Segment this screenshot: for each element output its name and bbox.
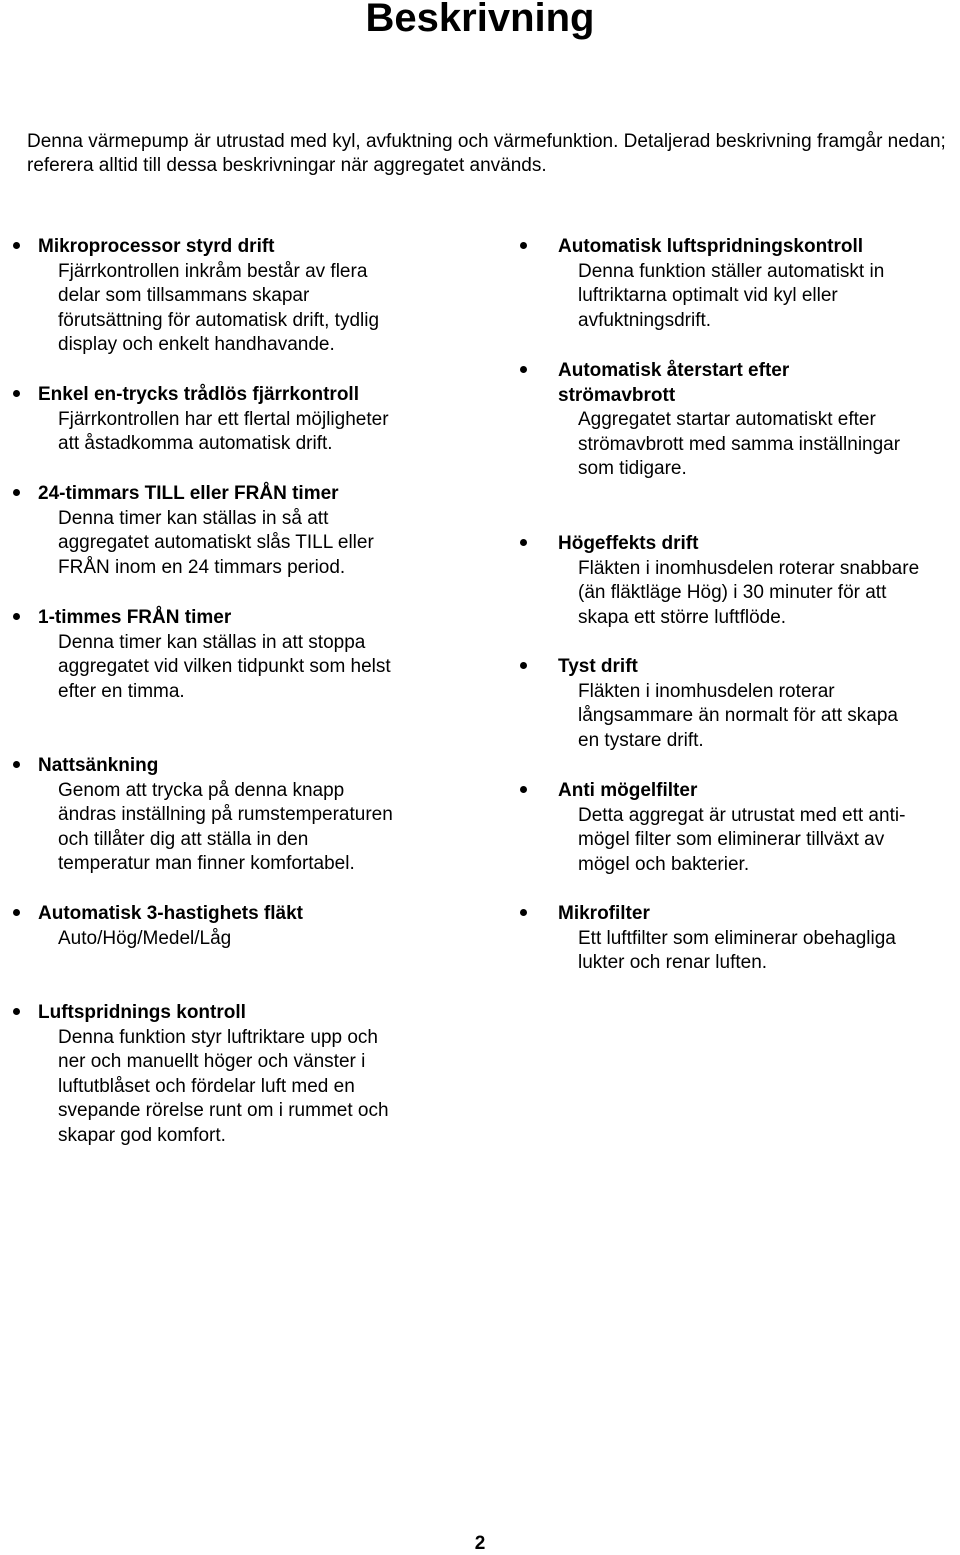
feature-heading: 24-timmars TILL eller FRÅN timer (38, 483, 339, 504)
list-item (0, 482, 450, 580)
list-item (516, 235, 960, 333)
feature-heading: Högeffekts drift (558, 533, 699, 554)
feature-description: Fjärrkontrollen inkråm består av flera delar som tillsammans skapar förutsättning för automatisk drift, tydlig display och enkelt handhavande. (58, 260, 380, 356)
feature-heading: Luftspridnings kontroll (38, 1002, 246, 1023)
bullet-icon (520, 662, 527, 669)
bullet-icon (13, 489, 20, 496)
feature-description: Detta aggregat är utrustat med ett anti- mögel filter som eliminerar tillväxt av mögel och bakterier. (578, 804, 906, 875)
list-item (516, 532, 960, 630)
feature-heading: Mikrofilter (558, 903, 650, 924)
bullet-icon (13, 761, 20, 768)
list-item (0, 383, 450, 457)
page-number: 2 (474, 1533, 486, 1554)
feature-heading: Automatisk 3-hastighets fläkt (38, 903, 303, 924)
feature-heading: 1-timmes FRÅN timer (38, 607, 232, 628)
list-item (516, 779, 960, 877)
feature-description: Genom att trycka på denna knapp ändras inställning på rumstemperaturen och tillåter dig att ställa in den temperatur man finner komfortabel. (58, 779, 393, 875)
list-item (0, 235, 450, 358)
feature-description: Fjärrkontrollen har ett flertal möjligheter att åstadkomma automatisk drift. (58, 408, 389, 455)
feature-heading: Enkel en-trycks trådlös fjärrkontroll (38, 384, 359, 405)
bullet-icon (13, 613, 20, 620)
feature-description: Denna funktion styr luftriktare upp och ner och manuellt höger och vänster i luftutblåset och fördelar luft med en svepande rörelse runt om i rummet och skapar god komfort. (58, 1026, 389, 1146)
list-item (516, 655, 960, 753)
bullet-icon (13, 1008, 20, 1015)
bullet-icon (520, 366, 527, 373)
page-title: Beskrivning (365, 0, 595, 40)
list-item (0, 1001, 450, 1149)
feature-heading: Mikroprocessor styrd drift (38, 236, 275, 257)
bullet-icon (13, 242, 20, 249)
bullet-icon (520, 909, 527, 916)
feature-description: Fläkten i inomhusdelen roterar snabbare (än fläktläge Hög) i 30 minuter för att skapa ett större luftflöde. (578, 557, 920, 628)
feature-heading: Anti mögelfilter (558, 780, 698, 801)
feature-description: Denna funktion ställer automatiskt in luftriktarna optimalt vid kyl eller avfuktningsdrift. (578, 260, 885, 331)
bullet-icon (13, 390, 20, 397)
bullet-icon (13, 909, 20, 916)
feature-heading: Automatisk luftspridningskontroll (558, 236, 864, 257)
list-item (0, 606, 450, 704)
list-item (0, 754, 450, 877)
list-item (516, 902, 960, 976)
list-item (0, 902, 450, 951)
bullet-icon (520, 242, 527, 249)
list-item (516, 359, 960, 482)
feature-description: Denna timer kan ställas in så att aggregatet automatiskt slås TILL eller FRÅN inom en 24 timmars period. (58, 507, 374, 578)
bullet-icon (520, 539, 527, 546)
bullet-icon (520, 786, 527, 793)
feature-description: Aggregatet startar automatiskt efter strömavbrott med samma inställningar som tidigare. (578, 409, 901, 480)
feature-description: Denna timer kan ställas in att stoppa aggregatet vid vilken tidpunkt som helst efter en timma. (58, 631, 391, 702)
intro-paragraph: Denna värmepump är utrustad med kyl, avfuktning och värmefunktion. Detaljerad beskrivning framgår nedan; referera alltid till dessa beskrivningar när aggregatet används. (27, 131, 946, 176)
feature-description: Ett luftfilter som eliminerar obehagliga lukter och renar luften. (578, 927, 896, 974)
feature-heading: Tyst drift (558, 656, 638, 677)
feature-description: Auto/Hög/Medel/Låg (58, 927, 232, 949)
feature-description: Fläkten i inomhusdelen roterar långsammare än normalt för att skapa en tystare drift. (578, 680, 898, 751)
feature-heading: Automatisk återstart efter strömavbrott (558, 360, 790, 406)
feature-heading: Nattsänkning (38, 755, 159, 776)
